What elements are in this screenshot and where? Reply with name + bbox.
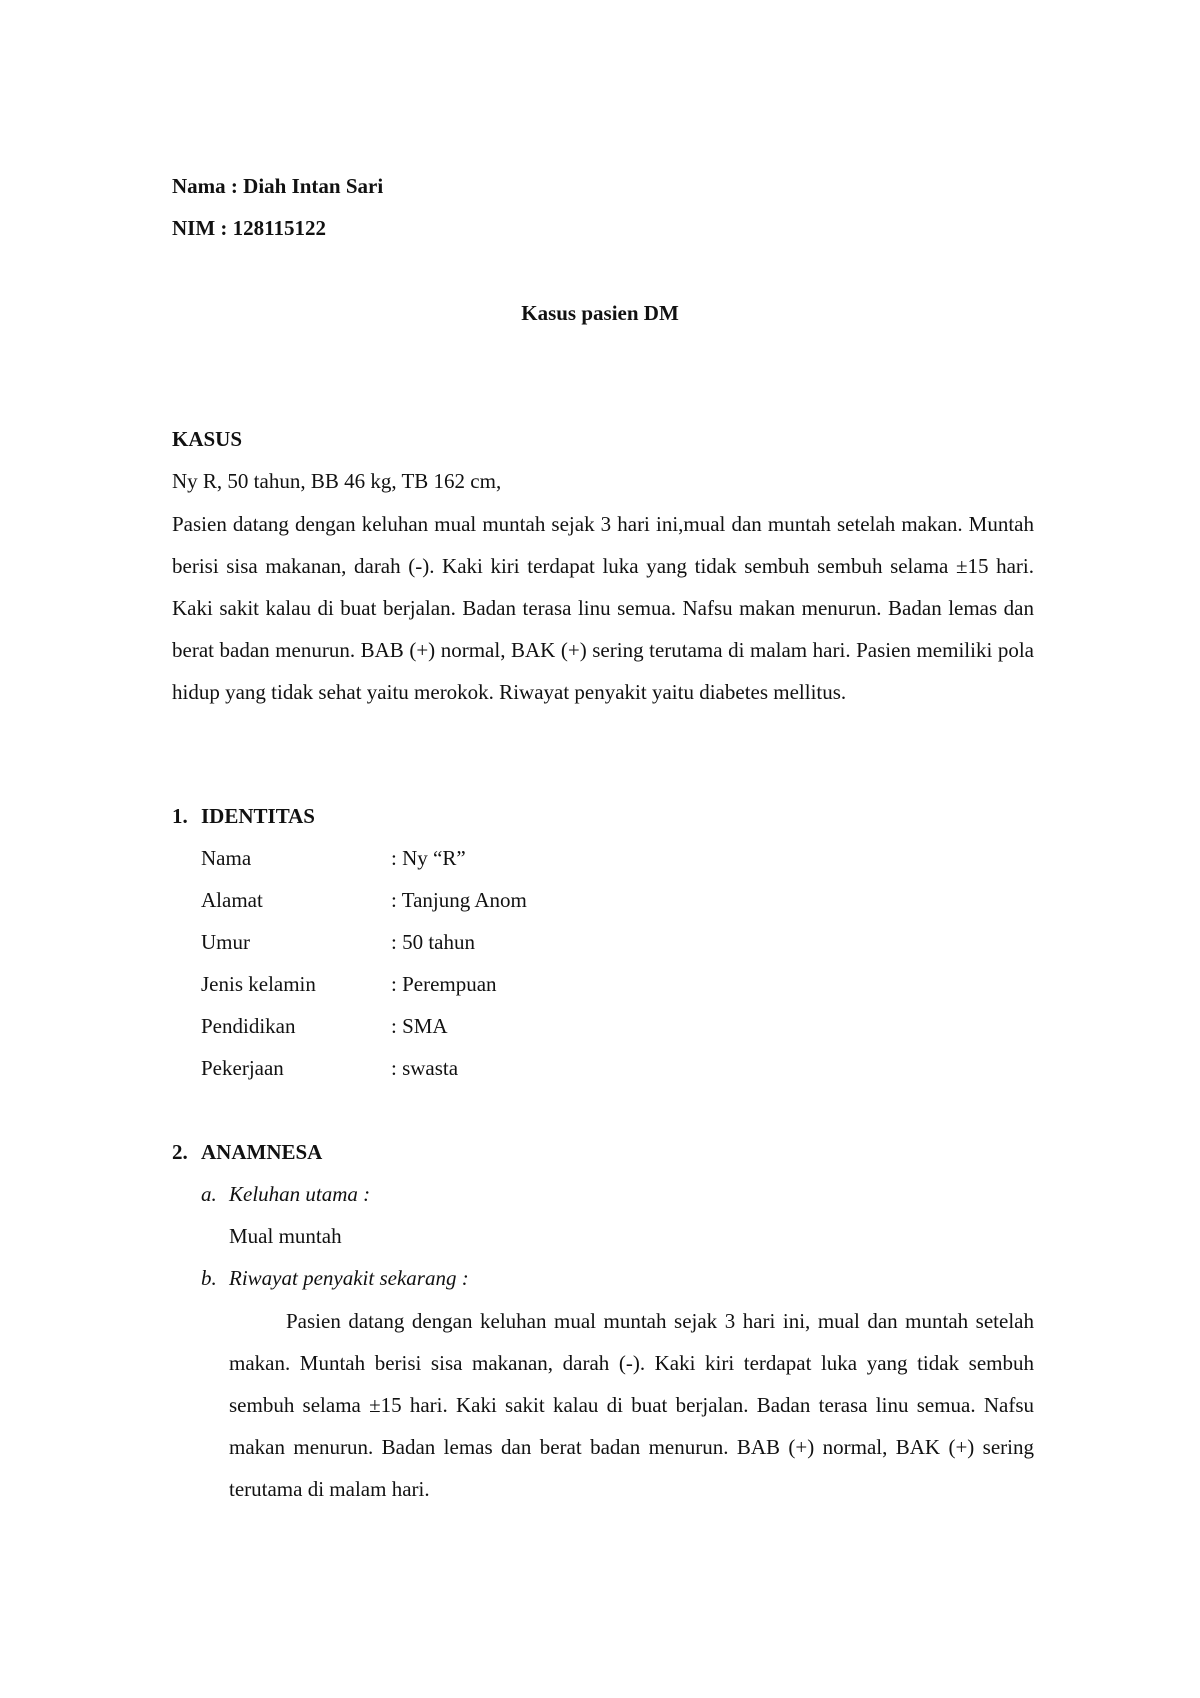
- kasus-patient-line: Ny R, 50 tahun, BB 46 kg, TB 162 cm,: [172, 469, 502, 493]
- identitas-value: : swasta: [391, 1056, 459, 1080]
- identitas-key: Pendidikan: [201, 1014, 296, 1038]
- identitas-key: Jenis kelamin: [201, 972, 316, 996]
- identitas-value: : Perempuan: [391, 972, 497, 996]
- anamnesa-heading: ANAMNESA: [201, 1140, 323, 1164]
- kasus-heading: KASUS: [172, 427, 243, 451]
- riwayat-sekarang-text: Pasien datang dengan keluhan mual muntah sejak 3 hari ini, mual dan muntah setelah makan. Muntah berisi sisa makanan, darah (-). Kaki kiri terdapat luka yang tidak sembuh sembuh selama ±15 hari. Kaki sakit kalau di buat berjalan. Badan terasa linu semua. Nafsu makan menurun. Badan lemas dan berat badan menurun. BAB (+) normal, BAK (+) sering terutama di malam hari.: [229, 1309, 1034, 1501]
- kasus-description: Pasien datang dengan keluhan mual muntah sejak 3 hari ini,mual dan muntah setelah makan. Muntah berisi sisa makanan, darah (-). Kaki kiri terdapat luka yang tidak sembuh sembuh selama ±15 hari. Kaki sakit kalau di buat berjalan. Badan terasa linu semua. Nafsu makan menurun. Badan lemas dan berat badan menurun. BAB (+) normal, BAK (+) sering terutama di malam hari. Pasien memiliki pola hidup yang tidak sehat yaitu merokok. Riwayat penyakit yaitu diabetes mellitus.: [172, 512, 1034, 704]
- identitas-value: : SMA: [391, 1014, 448, 1038]
- identitas-value: : 50 tahun: [391, 930, 475, 954]
- identitas-heading: IDENTITAS: [201, 804, 315, 828]
- document-title: Kasus pasien DM: [521, 301, 679, 325]
- student-nim: NIM : 128115122: [172, 216, 326, 240]
- anamnesa-number: 2.: [172, 1140, 188, 1164]
- identitas-key: Pekerjaan: [201, 1056, 284, 1080]
- keluhan-utama-marker: a.: [201, 1182, 217, 1206]
- identitas-value: : Tanjung Anom: [391, 888, 527, 912]
- identitas-key: Umur: [201, 930, 250, 954]
- identitas-value: : Ny “R”: [391, 846, 466, 870]
- riwayat-sekarang-label: Riwayat penyakit sekarang :: [229, 1266, 469, 1290]
- student-name: Nama : Diah Intan Sari: [172, 174, 384, 198]
- identitas-key: Alamat: [201, 888, 263, 912]
- identitas-key: Nama: [201, 846, 252, 870]
- keluhan-utama-text: Mual muntah: [229, 1224, 342, 1248]
- keluhan-utama-label: Keluhan utama :: [229, 1182, 371, 1206]
- riwayat-sekarang-marker: b.: [201, 1266, 217, 1290]
- identitas-number: 1.: [172, 804, 188, 828]
